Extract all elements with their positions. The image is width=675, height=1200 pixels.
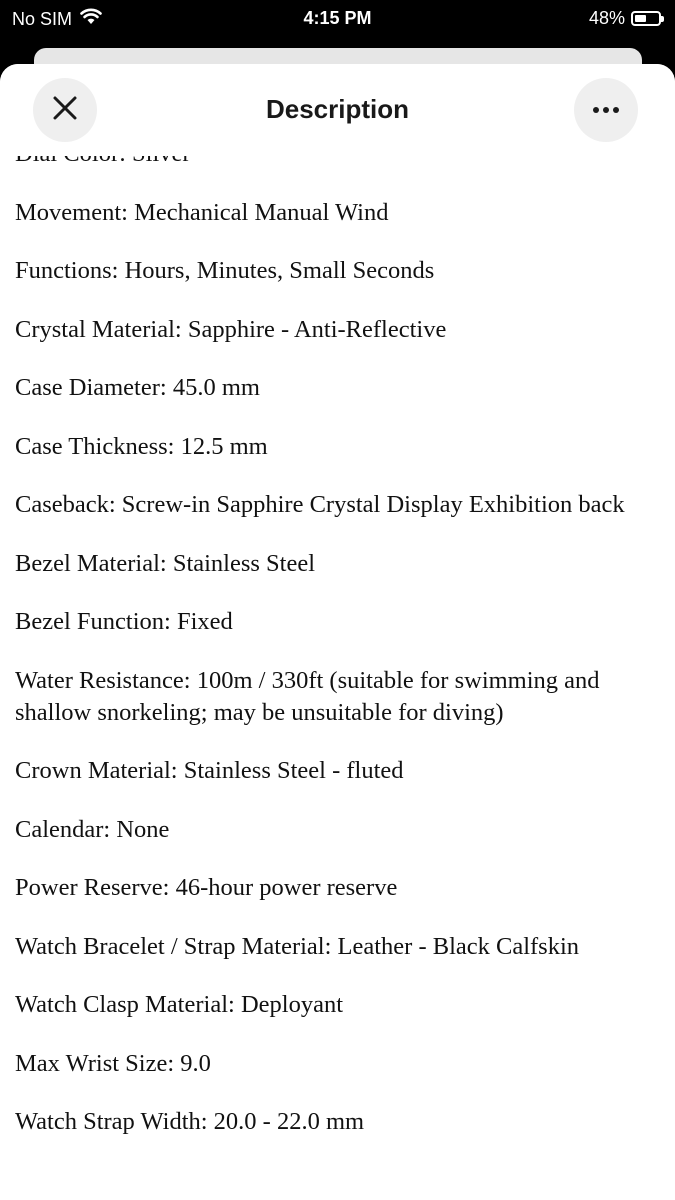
- detail-line: Functions: Hours, Minutes, Small Seconds: [15, 257, 435, 284]
- status-bar: [0, 0, 675, 40]
- battery-fill: [635, 15, 646, 22]
- battery-percent: 48%: [588, 8, 625, 28]
- battery-icon: [631, 11, 661, 26]
- more-horizontal-icon: [592, 101, 620, 119]
- status-right: [589, 8, 661, 29]
- sheet-header: [0, 64, 675, 156]
- page-title: Description: [265, 94, 410, 124]
- detail-line: Power Reserve: 46-hour power reserve: [15, 874, 398, 901]
- detail-line: Crystal Material: Sapphire - Anti-Reflective: [15, 315, 447, 343]
- detail-line: Crown Material: Stainless Steel - fluted: [15, 757, 404, 784]
- detail-line: Max Wrist Size: 9.0: [15, 1049, 211, 1077]
- detail-line: Watch Clasp Material: Deployant: [15, 991, 343, 1018]
- detail-line: Water Resistance: 100m / 330ft (suitable for swimming and shallow snorkeling; may be unsuitable for diving): [15, 666, 600, 726]
- detail-line: Bezel Function: Fixed: [15, 608, 233, 635]
- detail-line: Watch Bracelet / Strap Material: Leather - Black Calfskin: [15, 932, 580, 960]
- detail-line: Movement: Mechanical Manual Wind: [15, 198, 389, 226]
- more-options-button[interactable]: [574, 78, 638, 142]
- detail-line: Calendar: None: [15, 815, 170, 843]
- detail-line: Case Diameter: 45.0 mm: [15, 374, 260, 401]
- detail-line: Caseback: Screw-in Sapphire Crystal Display Exhibition back: [15, 491, 625, 518]
- detail-line: Case Thickness: 12.5 mm: [15, 432, 268, 460]
- description-content: [15, 138, 655, 1165]
- detail-line: Bezel Material: Stainless Steel: [15, 549, 316, 577]
- detail-line: Watch Strap Width: 20.0 - 22.0 mm: [15, 1108, 365, 1135]
- status-time: 4:15 PM: [303, 8, 372, 28]
- description-sheet: [0, 64, 675, 1200]
- carrier-label: No SIM: [12, 8, 73, 29]
